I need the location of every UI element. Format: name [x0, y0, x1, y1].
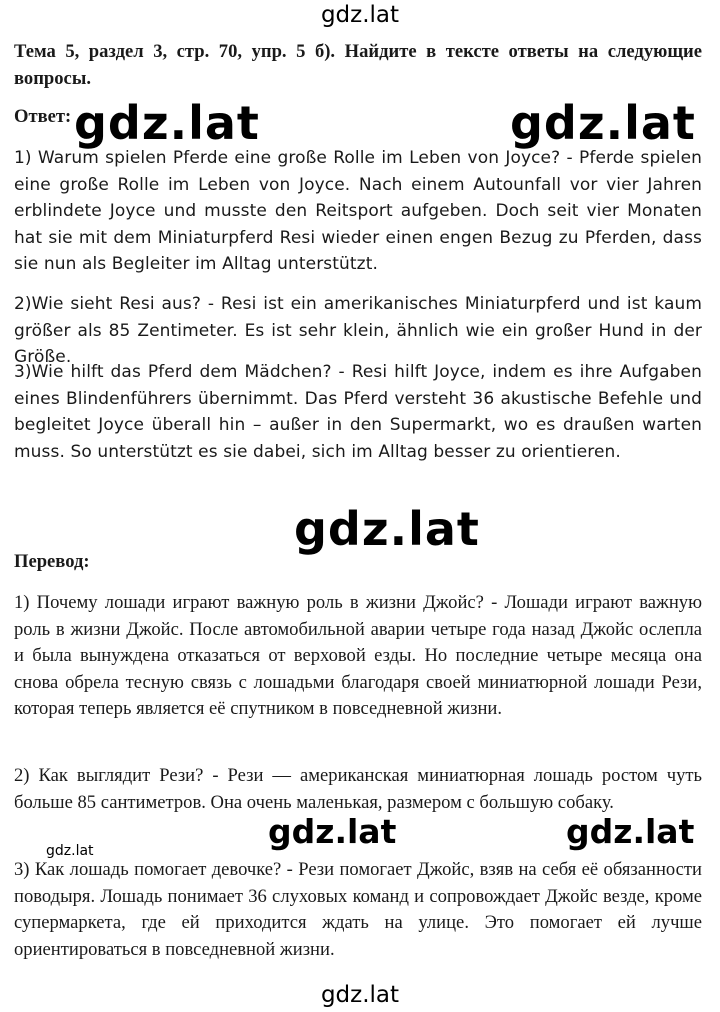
watermark-medium-left: gdz.lat	[268, 812, 397, 851]
answer-heading: Ответ:	[14, 106, 72, 127]
translation-paragraph-1: 1) Почему лошади играют важную роль в жизни Джойс? - Лошади играют важную роль в жизни Джойс. После автомобильной аварии четыре года назад Джойс ослепла и была вынуждена отказаться от верховой езды. Но последние четыре месяца она снова обрела тесную связь с лошадьми благодаря своей миниатюрной лошади Рези, которая теперь является её спутником в повседневной жизни.	[14, 592, 702, 719]
watermark-small: gdz.lat	[46, 843, 94, 859]
watermark-medium-right: gdz.lat	[566, 812, 695, 851]
translation-heading: Перевод:	[14, 551, 90, 572]
watermark-large-left: gdz.lat	[74, 96, 260, 150]
translation-paragraph-3: 3) Как лошадь помогает девочке? - Рези помогает Джойс, взяв на себя её обязанности поводыря. Лошадь понимает 36 слуховых команд и сопровождает Джойс везде, кроме супермаркета, где ей приходится ждать на улице. Это помогает ей лучше ориентироваться в повседневной жизни.	[14, 859, 702, 960]
answer-paragraph-3: 3)Wie hilft das Pferd dem Mädchen? - Resi hilft Joyce, indem es ihre Aufgaben eines Blindenführers übernimmt. Das Pferd versteht 36 akustische Befehle und begleitet Joyce überall hin – außer in den Supermarkt, wo es draußen warten muss. So unterstützt es sie dabei, sich im Alltag besser zu orientieren.	[14, 362, 702, 462]
translation-paragraph-2: 2) Как выглядит Рези? - Рези — американская миниатюрная лошадь ростом чуть больше 85 сантиметров. Она очень маленькая, размером с большую собаку.	[14, 765, 702, 813]
watermark-bottom: gdz.lat	[320, 982, 400, 1008]
answer-paragraph-2: 2)Wie sieht Resi aus? - Resi ist ein amerikanisches Miniaturpferd und ist kaum größer als 85 Zentimeter. Es ist sehr klein, ähnlich wie ein großer Hund in der Größe.	[14, 294, 702, 367]
watermark-large-right: gdz.lat	[510, 96, 696, 150]
task-title: Тема 5, раздел 3, стр. 70, упр. 5 б). Найдите в тексте ответы на следующие вопросы.	[14, 41, 702, 89]
watermark-large-center: gdz.lat	[294, 502, 480, 556]
watermark-top: gdz.lat	[320, 2, 400, 28]
answer-paragraph-1: 1) Warum spielen Pferde eine große Rolle im Leben von Joyce? - Pferde spielen eine große Rolle im Leben von Joyce. Nach einem Autounfall vor vier Jahren erblindete Joyce und musste den Reitsport aufgeben. Doch seit vier Monaten hat sie mit dem Miniaturpferd Resi wieder einen engen Bezug zu Pferden, dass sie nun als Begleiter im Alltag unterstützt.	[14, 148, 702, 274]
